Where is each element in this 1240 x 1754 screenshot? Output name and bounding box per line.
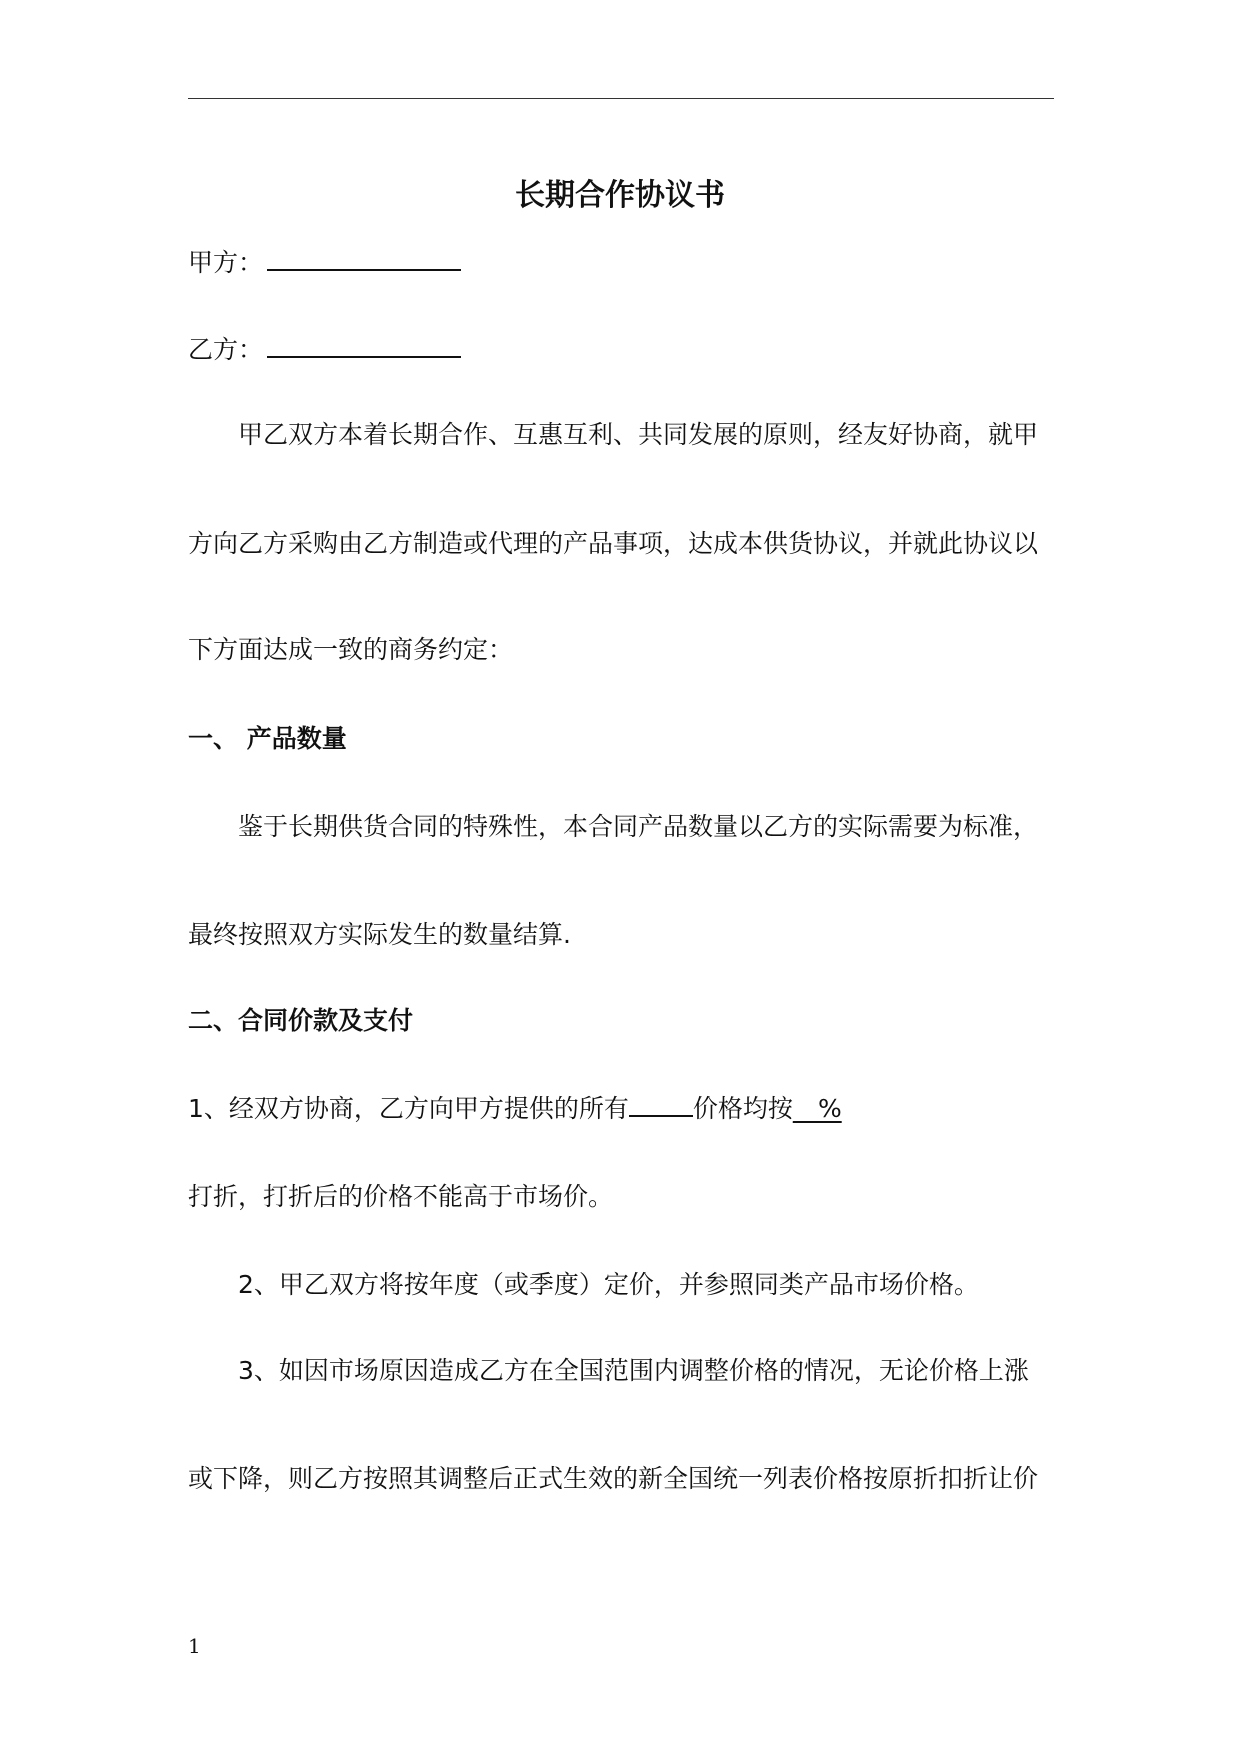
- section-2-item-3-line-2: 或下降，则乙方按照其调整后正式生效的新全国统一列表价格按原折扣折让价: [188, 1464, 1039, 1493]
- section-2-item-1-line-2: 打折，打折后的价格不能高于市场价。: [188, 1182, 614, 1211]
- section-2-item-3-line-1: 3、如因市场原因造成乙方在全国范围内调整价格的情况，无论价格上涨: [238, 1356, 1029, 1385]
- intro-line-3: 下方面达成一致的商务约定：: [188, 635, 514, 664]
- section-1-line-1: 鉴于长期供货合同的特殊性，本合同产品数量以乙方的实际需要为标准，: [238, 812, 1039, 841]
- party-b-label: 乙方：: [188, 335, 264, 364]
- page-number: 1: [188, 1634, 201, 1658]
- intro-line-1: 甲乙双方本着长期合作、互惠互利、共同发展的原则，经友好协商，就甲: [238, 420, 1039, 449]
- document-title: 长期合作协议书: [515, 178, 725, 213]
- header-rule: [188, 98, 1054, 99]
- item-1-text-a: 1、经双方协商，乙方向甲方提供的所有: [188, 1094, 629, 1123]
- item-1-blank: [629, 1095, 693, 1117]
- section-2-item-2: 2、甲乙双方将按年度（或季度）定价，并参照同类产品市场价格。: [238, 1270, 979, 1299]
- party-b-blank: [267, 336, 461, 358]
- section-2-item-1: [188, 1092, 842, 1126]
- section-1-line-2: 最终按照双方实际发生的数量结算.: [188, 920, 571, 949]
- party-a-label: 甲方：: [188, 248, 264, 277]
- section-1-heading: 一、 产品数量: [188, 724, 347, 753]
- item-1-percent: __%: [792, 1094, 842, 1123]
- intro-line-2: 方向乙方采购由乙方制造或代理的产品事项，达成本供货协议，并就此协议以: [188, 529, 1039, 558]
- party-b-line: [188, 333, 461, 367]
- party-a-line: [188, 246, 461, 280]
- section-2-heading: 二、合同价款及支付: [188, 1006, 414, 1035]
- party-a-blank: [267, 249, 461, 271]
- item-1-text-b: 价格均按: [692, 1094, 793, 1123]
